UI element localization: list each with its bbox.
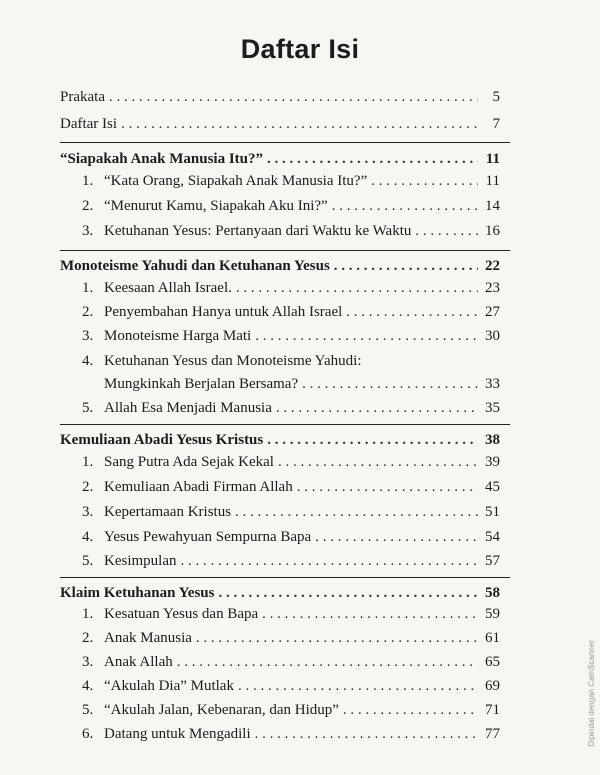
item-number: 4. xyxy=(82,529,94,545)
item-number: 1. xyxy=(82,280,94,296)
section-page: 22 xyxy=(485,258,500,274)
item-text: Kesatuan Yesus dan Bapa xyxy=(104,606,259,622)
dot-leader xyxy=(196,629,478,647)
item-page: 30 xyxy=(485,328,500,344)
toc-item[interactable] xyxy=(82,399,500,417)
item-text: Ketuhanan Yesus dan Monoteisme Yahudi: xyxy=(104,353,362,369)
item-number: 1. xyxy=(82,606,94,622)
dot-leader xyxy=(255,725,478,743)
dot-leader xyxy=(255,327,478,345)
toc-item[interactable] xyxy=(82,701,500,719)
item-text: “Kata Orang, Siapakah Anak Manusia Itu?” xyxy=(104,173,368,189)
item-number: 2. xyxy=(82,479,94,495)
item-text: Kepertamaan Kristus xyxy=(104,504,232,520)
item-number: 3. xyxy=(82,223,94,239)
toc-item[interactable] xyxy=(82,172,500,190)
item-text: “Menurut Kamu, Siapakah Aku Ini?” xyxy=(104,198,328,214)
item-text: Allah Esa Menjadi Manusia xyxy=(104,400,272,416)
toc-item[interactable] xyxy=(82,279,500,297)
item-text: Keesaan Allah Israel. xyxy=(104,280,232,296)
dot-leader xyxy=(276,399,478,417)
item-page: 61 xyxy=(485,630,500,646)
entry-page: 5 xyxy=(492,89,500,105)
item-text: Monoteisme Harga Mati xyxy=(104,328,252,344)
dot-leader xyxy=(297,478,478,496)
item-number: 5. xyxy=(82,553,94,569)
dot-leader xyxy=(343,701,478,719)
dot-leader xyxy=(235,503,478,521)
section-page: 58 xyxy=(485,585,500,601)
item-page: 65 xyxy=(485,654,500,670)
dot-leader xyxy=(238,677,478,695)
item-number: 3. xyxy=(82,654,94,670)
dot-leader xyxy=(346,303,478,321)
item-number: 3. xyxy=(82,504,94,520)
toc-item[interactable] xyxy=(82,453,500,471)
toc-item-line2[interactable] xyxy=(82,375,500,393)
item-text: Datang untuk Mengadili xyxy=(104,726,251,742)
toc-item[interactable] xyxy=(82,605,500,623)
item-text: Yesus Pewahyuan Sempurna Bapa xyxy=(104,529,312,545)
item-text: Ketuhanan Yesus: Pertanyaan dari Waktu ke Waktu xyxy=(104,223,412,239)
toc-item[interactable] xyxy=(82,677,500,695)
item-page: 27 xyxy=(485,304,500,320)
item-page: 11 xyxy=(485,173,500,189)
section-page: 38 xyxy=(485,432,500,448)
section-divider xyxy=(60,250,510,251)
item-page: 33 xyxy=(485,376,500,392)
dot-leader xyxy=(415,222,478,240)
item-text-continued: Mungkinkah Berjalan Bersama? xyxy=(104,376,299,392)
item-number: 1. xyxy=(82,173,94,189)
toc-item-line1[interactable] xyxy=(82,352,500,370)
dot-leader xyxy=(267,150,478,168)
dot-leader xyxy=(267,431,478,449)
item-text: “Akulah Dia” Mutlak xyxy=(104,678,234,694)
item-number: 4. xyxy=(82,353,94,369)
toc-item[interactable] xyxy=(82,303,500,321)
item-page: 54 xyxy=(485,529,500,545)
item-number: 5. xyxy=(82,702,94,718)
toc-item[interactable] xyxy=(82,552,500,570)
item-number: 1. xyxy=(82,454,94,470)
item-text: Anak Manusia xyxy=(104,630,192,646)
item-page: 16 xyxy=(485,223,500,239)
dot-leader xyxy=(121,115,478,133)
item-text: Sang Putra Ada Sejak Kekal xyxy=(104,454,274,470)
toc-item[interactable] xyxy=(82,478,500,496)
item-page: 57 xyxy=(485,553,500,569)
toc-item[interactable] xyxy=(82,725,500,743)
entry-text: Prakata xyxy=(60,89,105,105)
dot-leader xyxy=(181,552,479,570)
item-page: 59 xyxy=(485,606,500,622)
dot-leader xyxy=(315,528,478,546)
dot-leader xyxy=(278,453,478,471)
section-title: “Siapakah Anak Manusia Itu?” xyxy=(60,151,263,167)
item-number: 3. xyxy=(82,328,94,344)
dot-leader xyxy=(302,375,478,393)
section-page: 11 xyxy=(485,151,500,167)
dot-leader xyxy=(332,197,478,215)
toc-item[interactable] xyxy=(82,528,500,546)
toc-item[interactable] xyxy=(82,222,500,240)
item-number: 4. xyxy=(82,678,94,694)
item-page: 39 xyxy=(485,454,500,470)
section-title: Kemuliaan Abadi Yesus Kristus xyxy=(60,432,264,448)
item-number: 2. xyxy=(82,304,94,320)
item-page: 14 xyxy=(485,198,500,214)
item-number: 2. xyxy=(82,630,94,646)
dot-leader xyxy=(218,584,478,602)
toc-section-4[interactable] xyxy=(60,584,500,602)
section-divider xyxy=(60,424,510,425)
item-text: Kesimpulan xyxy=(104,553,177,569)
scanner-watermark: Dipindai dengan CamScanner xyxy=(587,640,596,747)
toc-item[interactable] xyxy=(82,327,500,345)
toc-section-1[interactable] xyxy=(60,150,500,168)
item-page: 71 xyxy=(485,702,500,718)
item-number: 6. xyxy=(82,726,94,742)
dot-leader xyxy=(262,605,478,623)
entry-text: Daftar Isi xyxy=(60,116,118,132)
item-page: 51 xyxy=(485,504,500,520)
toc-entry-daftar-isi[interactable] xyxy=(60,115,500,133)
dot-leader xyxy=(371,172,478,190)
item-page: 23 xyxy=(485,280,500,296)
toc-entry-prakata[interactable] xyxy=(60,88,500,106)
item-text: Penyembahan Hanya untuk Allah Israel xyxy=(104,304,343,320)
section-divider xyxy=(60,577,510,578)
item-page: 77 xyxy=(485,726,500,742)
dot-leader xyxy=(334,257,478,275)
item-text: Kemuliaan Abadi Firman Allah xyxy=(104,479,293,495)
toc-item[interactable] xyxy=(82,503,500,521)
item-page: 45 xyxy=(485,479,500,495)
page-title: Daftar Isi xyxy=(240,34,360,64)
item-number: 2. xyxy=(82,198,94,214)
toc-item[interactable] xyxy=(82,629,500,647)
dot-leader xyxy=(109,88,478,106)
toc-item[interactable] xyxy=(82,653,500,671)
item-text: “Akulah Jalan, Kebenaran, dan Hidup” xyxy=(104,702,339,718)
item-text: Anak Allah xyxy=(104,654,173,670)
toc-section-2[interactable] xyxy=(60,257,500,275)
entry-page: 7 xyxy=(492,116,500,132)
toc-item[interactable] xyxy=(82,197,500,215)
section-title: Monoteisme Yahudi dan Ketuhanan Yesus xyxy=(60,258,330,274)
item-page: 35 xyxy=(485,400,500,416)
dot-leader xyxy=(236,279,478,297)
item-number: 5. xyxy=(82,400,94,416)
toc-section-3[interactable] xyxy=(60,431,500,449)
section-title: Klaim Ketuhanan Yesus xyxy=(60,585,215,601)
item-page: 69 xyxy=(485,678,500,694)
dot-leader xyxy=(177,653,478,671)
section-divider xyxy=(60,142,510,143)
